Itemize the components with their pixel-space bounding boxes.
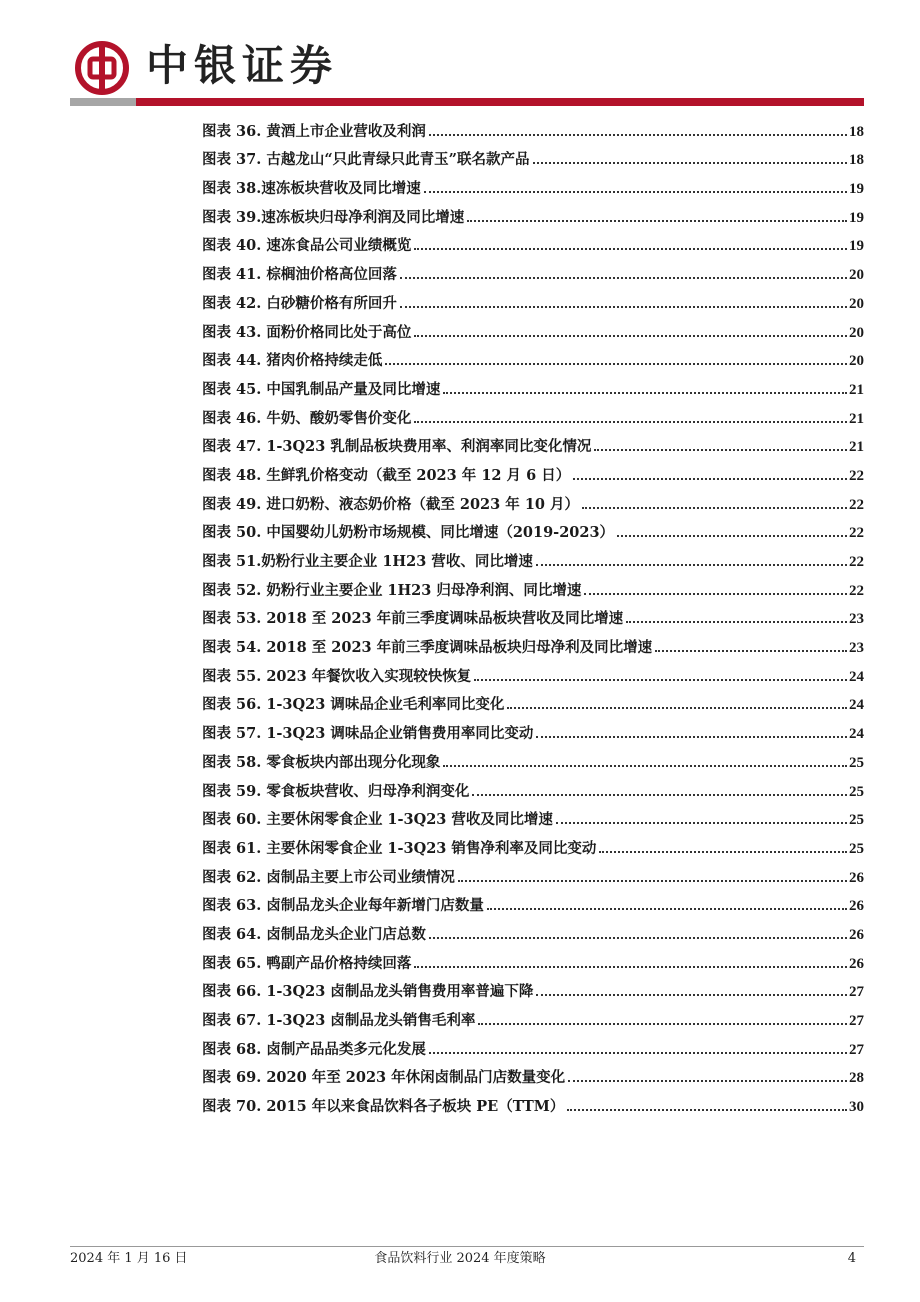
toc-dot-leader	[478, 1023, 847, 1025]
toc-dot-leader	[443, 392, 847, 394]
toc-entry[interactable]	[202, 1087, 864, 1116]
toc-entry[interactable]	[202, 169, 864, 198]
toc-entry-page: 22	[849, 525, 864, 542]
toc-entry[interactable]	[202, 1030, 864, 1059]
table-of-figures	[202, 112, 864, 1116]
toc-dot-leader	[414, 248, 847, 250]
toc-dot-leader	[474, 679, 847, 681]
footer-page-number: 4	[847, 1251, 856, 1266]
toc-dot-leader	[414, 335, 847, 337]
toc-dot-leader	[400, 306, 847, 308]
toc-entry-label: 图表 63. 卤制品龙头企业每年新增门店数量	[202, 897, 484, 915]
toc-entry-label: 图表 55. 2023 年餐饮收入实现较快恢复	[202, 667, 472, 685]
toc-entry-page: 27	[849, 1013, 864, 1029]
toc-entry-label: 图表 43. 面粉价格同比处于高位	[202, 323, 412, 341]
toc-entry[interactable]	[202, 112, 864, 141]
toc-entry-label: 图表 70. 2015 年以来食品饮料各子板块 PE（TTM）	[202, 1098, 565, 1116]
toc-entry-page: 20	[849, 353, 864, 370]
toc-entry-label: 图表 53. 2018 至 2023 年前三季度调味品板块营收及同比增速	[202, 610, 624, 628]
toc-entry[interactable]	[202, 227, 864, 256]
bank-of-china-logo-icon	[74, 40, 130, 96]
toc-entry-page: 25	[849, 840, 864, 857]
toc-entry[interactable]	[202, 198, 864, 227]
toc-dot-leader	[414, 966, 847, 968]
footer-date: 2024 年 1 月 16 日	[70, 1251, 188, 1266]
toc-dot-leader	[443, 765, 847, 767]
toc-entry[interactable]	[202, 657, 864, 686]
footer-report-title: 食品饮料行业 2024 年度策略	[374, 1251, 546, 1266]
toc-entry[interactable]	[202, 829, 864, 858]
toc-entry[interactable]	[202, 600, 864, 629]
toc-entry[interactable]	[202, 714, 864, 743]
toc-entry-page: 26	[849, 926, 864, 943]
toc-dot-leader	[594, 449, 847, 451]
toc-entry-label: 图表 66. 1-3Q23 卤制品龙头销售费用率普遍下降	[202, 983, 534, 1001]
toc-entry-page: 26	[849, 869, 864, 886]
toc-entry-label: 图表 46. 牛奶、酸奶零售价变化	[202, 409, 412, 427]
toc-entry-page: 27	[849, 1041, 864, 1058]
toc-entry-label: 图表 40. 速冻食品公司业绩概览	[202, 237, 412, 255]
toc-entry-label: 图表 59. 零食板块营收、归母净利润变化	[202, 782, 470, 800]
toc-entry-label: 图表 51.奶粉行业主要企业 1H23 营收、同比增速	[202, 553, 533, 570]
toc-dot-leader	[626, 621, 847, 623]
toc-entry-label: 图表 54. 2018 至 2023 年前三季度调味品板块归母净利及同比增速	[202, 639, 653, 657]
toc-entry-label: 图表 38.速冻板块营收及同比增速	[202, 180, 421, 198]
toc-dot-leader	[582, 507, 847, 509]
toc-entry-label: 图表 47. 1-3Q23 乳制品板块费用率、利润率同比变化情况	[202, 438, 592, 456]
header-bar-red	[136, 98, 864, 106]
toc-dot-leader	[568, 1080, 847, 1082]
toc-entry[interactable]	[202, 342, 864, 371]
toc-entry[interactable]	[202, 915, 864, 944]
toc-entry-page: 18	[849, 152, 864, 169]
toc-entry-label: 图表 48. 生鲜乳价格变动（截至 2023 年 12 月 6 日）	[202, 466, 571, 484]
toc-dot-leader	[467, 220, 847, 222]
toc-dot-leader	[458, 880, 847, 882]
toc-entry[interactable]	[202, 772, 864, 801]
toc-entry[interactable]	[202, 428, 864, 457]
toc-entry[interactable]	[202, 485, 864, 514]
toc-dot-leader	[573, 478, 847, 480]
toc-entry-label: 图表 41. 棕榈油价格高位回落	[202, 266, 397, 284]
header-bar-gray	[70, 98, 136, 106]
toc-entry-page: 25	[849, 754, 864, 771]
toc-entry-label: 图表 39.速冻板块归母净利润及同比增速	[202, 208, 465, 226]
toc-entry-page: 26	[849, 898, 864, 915]
toc-entry-page: 23	[849, 640, 864, 657]
toc-entry[interactable]	[202, 973, 864, 1002]
toc-entry-label: 图表 37. 古越龙山“只此青绿只此青玉”联名款产品	[202, 151, 530, 169]
toc-dot-leader	[536, 994, 847, 996]
toc-dot-leader	[655, 650, 847, 652]
toc-entry-page: 19	[849, 238, 864, 255]
toc-entry[interactable]	[202, 313, 864, 342]
toc-entry-label: 图表 69. 2020 年至 2023 年休闲卤制品门店数量变化	[202, 1069, 566, 1087]
toc-dot-leader	[472, 794, 847, 796]
toc-entry-page: 22	[849, 496, 864, 513]
toc-entry-page: 22	[849, 582, 864, 599]
toc-entry[interactable]	[202, 1001, 864, 1030]
toc-dot-leader	[533, 162, 847, 164]
toc-entry[interactable]	[202, 370, 864, 399]
toc-entry-page: 19	[849, 181, 864, 198]
toc-entry[interactable]	[202, 858, 864, 887]
toc-dot-leader	[429, 1052, 847, 1054]
toc-entry-label: 图表 52. 奶粉行业主要企业 1H23 归母净利润、同比增速	[202, 581, 582, 599]
toc-entry-label: 图表 44. 猪肉价格持续走低	[202, 352, 383, 370]
toc-entry[interactable]	[202, 542, 864, 571]
toc-entry-page: 30	[849, 1099, 864, 1116]
toc-entry-page: 21	[849, 439, 864, 456]
toc-entry-label: 图表 36. 黄酒上市企业营收及利润	[202, 122, 426, 140]
toc-entry-label: 图表 49. 进口奶粉、液态奶价格（截至 2023 年 10 月）	[202, 495, 580, 513]
toc-dot-leader	[385, 363, 847, 365]
footer-divider	[70, 1246, 864, 1247]
toc-entry-label: 图表 60. 主要休闲零食企业 1-3Q23 营收及同比增速	[202, 811, 553, 829]
toc-dot-leader	[536, 736, 847, 738]
toc-entry-page: 25	[849, 783, 864, 800]
toc-entry[interactable]	[202, 628, 864, 657]
toc-entry[interactable]	[202, 801, 864, 830]
toc-entry-page: 24	[849, 697, 864, 714]
toc-dot-leader	[400, 277, 847, 279]
toc-dot-leader	[507, 707, 847, 709]
toc-dot-leader	[429, 937, 847, 939]
toc-entry-page: 27	[849, 984, 864, 1001]
toc-entry[interactable]	[202, 686, 864, 715]
toc-entry-page: 22	[849, 554, 864, 570]
toc-dot-leader	[567, 1109, 847, 1111]
toc-entry-label: 图表 56. 1-3Q23 调味品企业毛利率同比变化	[202, 696, 505, 714]
toc-entry[interactable]	[202, 284, 864, 313]
toc-entry-page: 21	[849, 410, 864, 427]
toc-entry-page: 20	[849, 267, 864, 284]
toc-entry-page: 22	[849, 467, 864, 484]
toc-entry-label: 图表 50. 中国婴幼儿奶粉市场规模、同比增速（2019-2023）	[202, 524, 615, 542]
toc-entry[interactable]	[202, 571, 864, 600]
toc-dot-leader	[487, 908, 847, 910]
toc-entry-page: 21	[849, 381, 864, 398]
toc-entry-label: 图表 42. 白砂糖价格有所回升	[202, 294, 397, 312]
toc-entry[interactable]	[202, 255, 864, 284]
page-header	[0, 0, 920, 110]
toc-dot-leader	[617, 535, 847, 537]
toc-entry[interactable]	[202, 399, 864, 428]
toc-entry-label: 图表 58. 零食板块内部出现分化现象	[202, 753, 441, 771]
toc-entry-page: 23	[849, 611, 864, 628]
toc-entry-label: 图表 68. 卤制产品品类多元化发展	[202, 1040, 426, 1058]
toc-entry-page: 24	[849, 726, 864, 743]
toc-dot-leader	[536, 564, 847, 566]
toc-entry-label: 图表 65. 鸭副产品价格持续回落	[202, 954, 412, 972]
toc-dot-leader	[584, 593, 847, 595]
toc-entry[interactable]	[202, 141, 864, 170]
toc-entry-page: 20	[849, 295, 864, 312]
brand-name: 中银证券	[146, 41, 339, 90]
toc-dot-leader	[599, 851, 847, 853]
toc-entry[interactable]	[202, 743, 864, 772]
toc-entry-label: 图表 67. 1-3Q23 卤制品龙头销售毛利率	[202, 1012, 476, 1029]
toc-entry-page: 26	[849, 955, 864, 972]
toc-entry-page: 20	[849, 324, 864, 341]
toc-entry-label: 图表 64. 卤制品龙头企业门店总数	[202, 925, 426, 943]
toc-dot-leader	[414, 421, 847, 423]
toc-entry-page: 18	[849, 123, 864, 140]
toc-entry[interactable]	[202, 1059, 864, 1088]
toc-entry-page: 28	[849, 1070, 864, 1087]
toc-entry-page: 24	[849, 668, 864, 685]
toc-entry[interactable]	[202, 456, 864, 485]
toc-entry[interactable]	[202, 944, 864, 973]
toc-entry[interactable]	[202, 887, 864, 916]
toc-dot-leader	[429, 134, 847, 136]
toc-entry[interactable]	[202, 514, 864, 543]
toc-entry-label: 图表 62. 卤制品主要上市公司业绩情况	[202, 868, 455, 886]
toc-dot-leader	[424, 191, 847, 193]
toc-entry-page: 19	[849, 209, 864, 226]
toc-entry-label: 图表 45. 中国乳制品产量及同比增速	[202, 380, 441, 398]
toc-entry-label: 图表 57. 1-3Q23 调味品企业销售费用率同比变动	[202, 725, 534, 743]
toc-entry-page: 25	[849, 812, 864, 829]
toc-entry-label: 图表 61. 主要休闲零食企业 1-3Q23 销售净利率及同比变动	[202, 839, 597, 857]
toc-dot-leader	[556, 822, 847, 824]
